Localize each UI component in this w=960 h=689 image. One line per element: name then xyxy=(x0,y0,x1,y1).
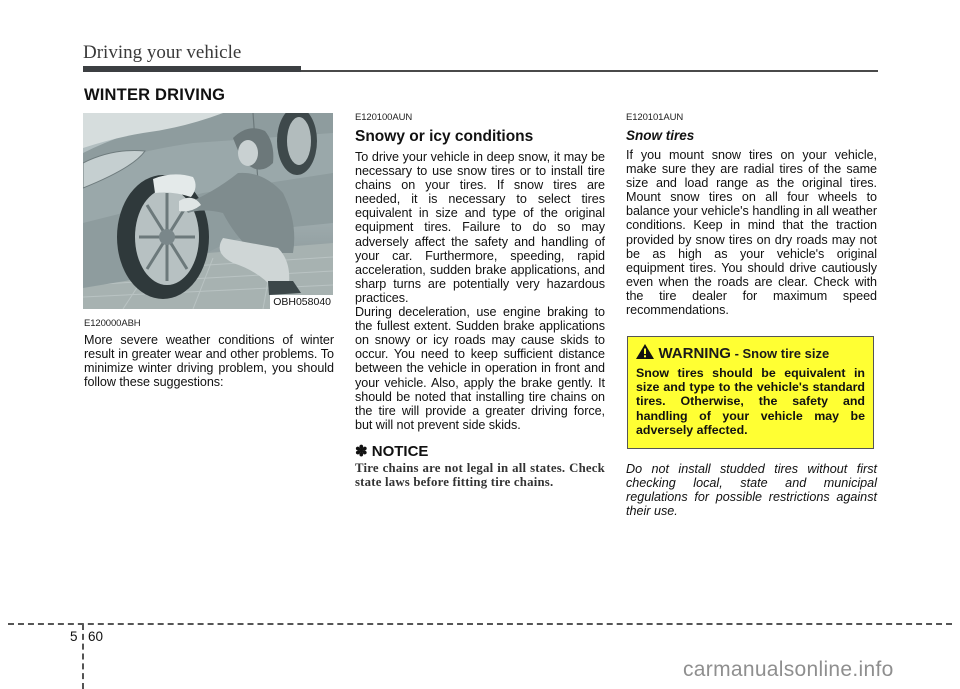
warning-subtitle: - Snow tire size xyxy=(730,346,830,361)
footer-rule xyxy=(8,623,952,625)
snow-tires-section xyxy=(626,112,877,317)
studded-tires-note: Do not install studded tires without first checking local, state and municipal regulations for possible restrictions against their use. xyxy=(626,462,877,519)
warning-box xyxy=(627,336,874,449)
intro-section xyxy=(84,318,334,389)
snowy-icy-paragraph-1: To drive your vehicle in deep snow, it may be necessary to use snow tires or to install tire chains on your tires. If snow tires are needed, it is necessary to select tires equivalent in size and type of the original equipment tires. Failure to do so may adversely affect the safety and handling of your car. Furthermore, speeding, rapid acceleration, sudden brake applications, and sharp turns are potentially very hazardous practices. xyxy=(355,150,605,305)
snowy-icy-heading: Snowy or icy conditions xyxy=(355,128,534,145)
tire-cleaning-illustration xyxy=(83,113,333,309)
warning-triangle-icon xyxy=(636,344,654,359)
snowy-icy-paragraph-2: During deceleration, use engine braking to the fullest extent. Sudden brake applications on snowy or icy roads may cause skids to occur. You need to keep sufficient distance between the vehicle in operation in front and your vehicle. Also, apply the brake gently. It should be noted that installing tire chains on the tire will provide a greater driving force, but will not prevent side skids. xyxy=(355,305,605,432)
snowy-icy-section xyxy=(355,112,605,489)
notice-text: Tire chains are not legal in all states. Check state laws before fitting tire chains. xyxy=(355,460,605,490)
snow-tires-paragraph: If you mount snow tires on your vehicle, make sure they are radial tires of the same size and load range as the original tires. Mount snow tires on all four wheels to balance your vehicle's handling in all weather conditions. Keep in mind that the traction provided by snow tires on dry roads may not be as high as your vehicle's original equipment tires. You should drive cautiously even when the roads are clear. Check with the tire dealer for maximum speed recommendations. xyxy=(626,148,877,318)
notice-block xyxy=(355,443,605,489)
intro-text: More severe weather conditions of winter result in greater wear and other problems. To minimize winter driving problem, you should follow these suggestions: xyxy=(84,333,334,390)
chapter-title: Driving your vehicle xyxy=(83,42,242,63)
snow-tires-code: E120101AUN xyxy=(626,112,684,123)
snowy-icy-code: E120100AUN xyxy=(355,112,413,123)
section-title: WINTER DRIVING xyxy=(84,86,226,104)
header-rule-thin xyxy=(301,70,878,72)
warning-heading xyxy=(636,344,865,363)
snow-tires-heading: Snow tires xyxy=(626,128,695,143)
page-number: 60 xyxy=(88,629,104,644)
intro-code: E120000ABH xyxy=(84,318,141,329)
notice-title: NOTICE xyxy=(371,442,429,460)
warning-label: WARNING xyxy=(658,345,731,362)
footer-divider xyxy=(82,624,84,689)
section-number: 5 xyxy=(70,629,78,644)
header-rule-thick xyxy=(83,66,301,72)
illustration-figure xyxy=(83,113,333,309)
watermark: carmanualsonline.info xyxy=(683,658,894,681)
notice-heading xyxy=(355,443,605,461)
asterisk-icon: ✽ xyxy=(355,442,368,460)
warning-text: Snow tires should be equivalent in size and type to the vehicle's standard tires. Otherwise, the safety and handling of your vehicle may be adversely affected. xyxy=(636,366,865,437)
figure-code: OBH058040 xyxy=(270,295,333,309)
